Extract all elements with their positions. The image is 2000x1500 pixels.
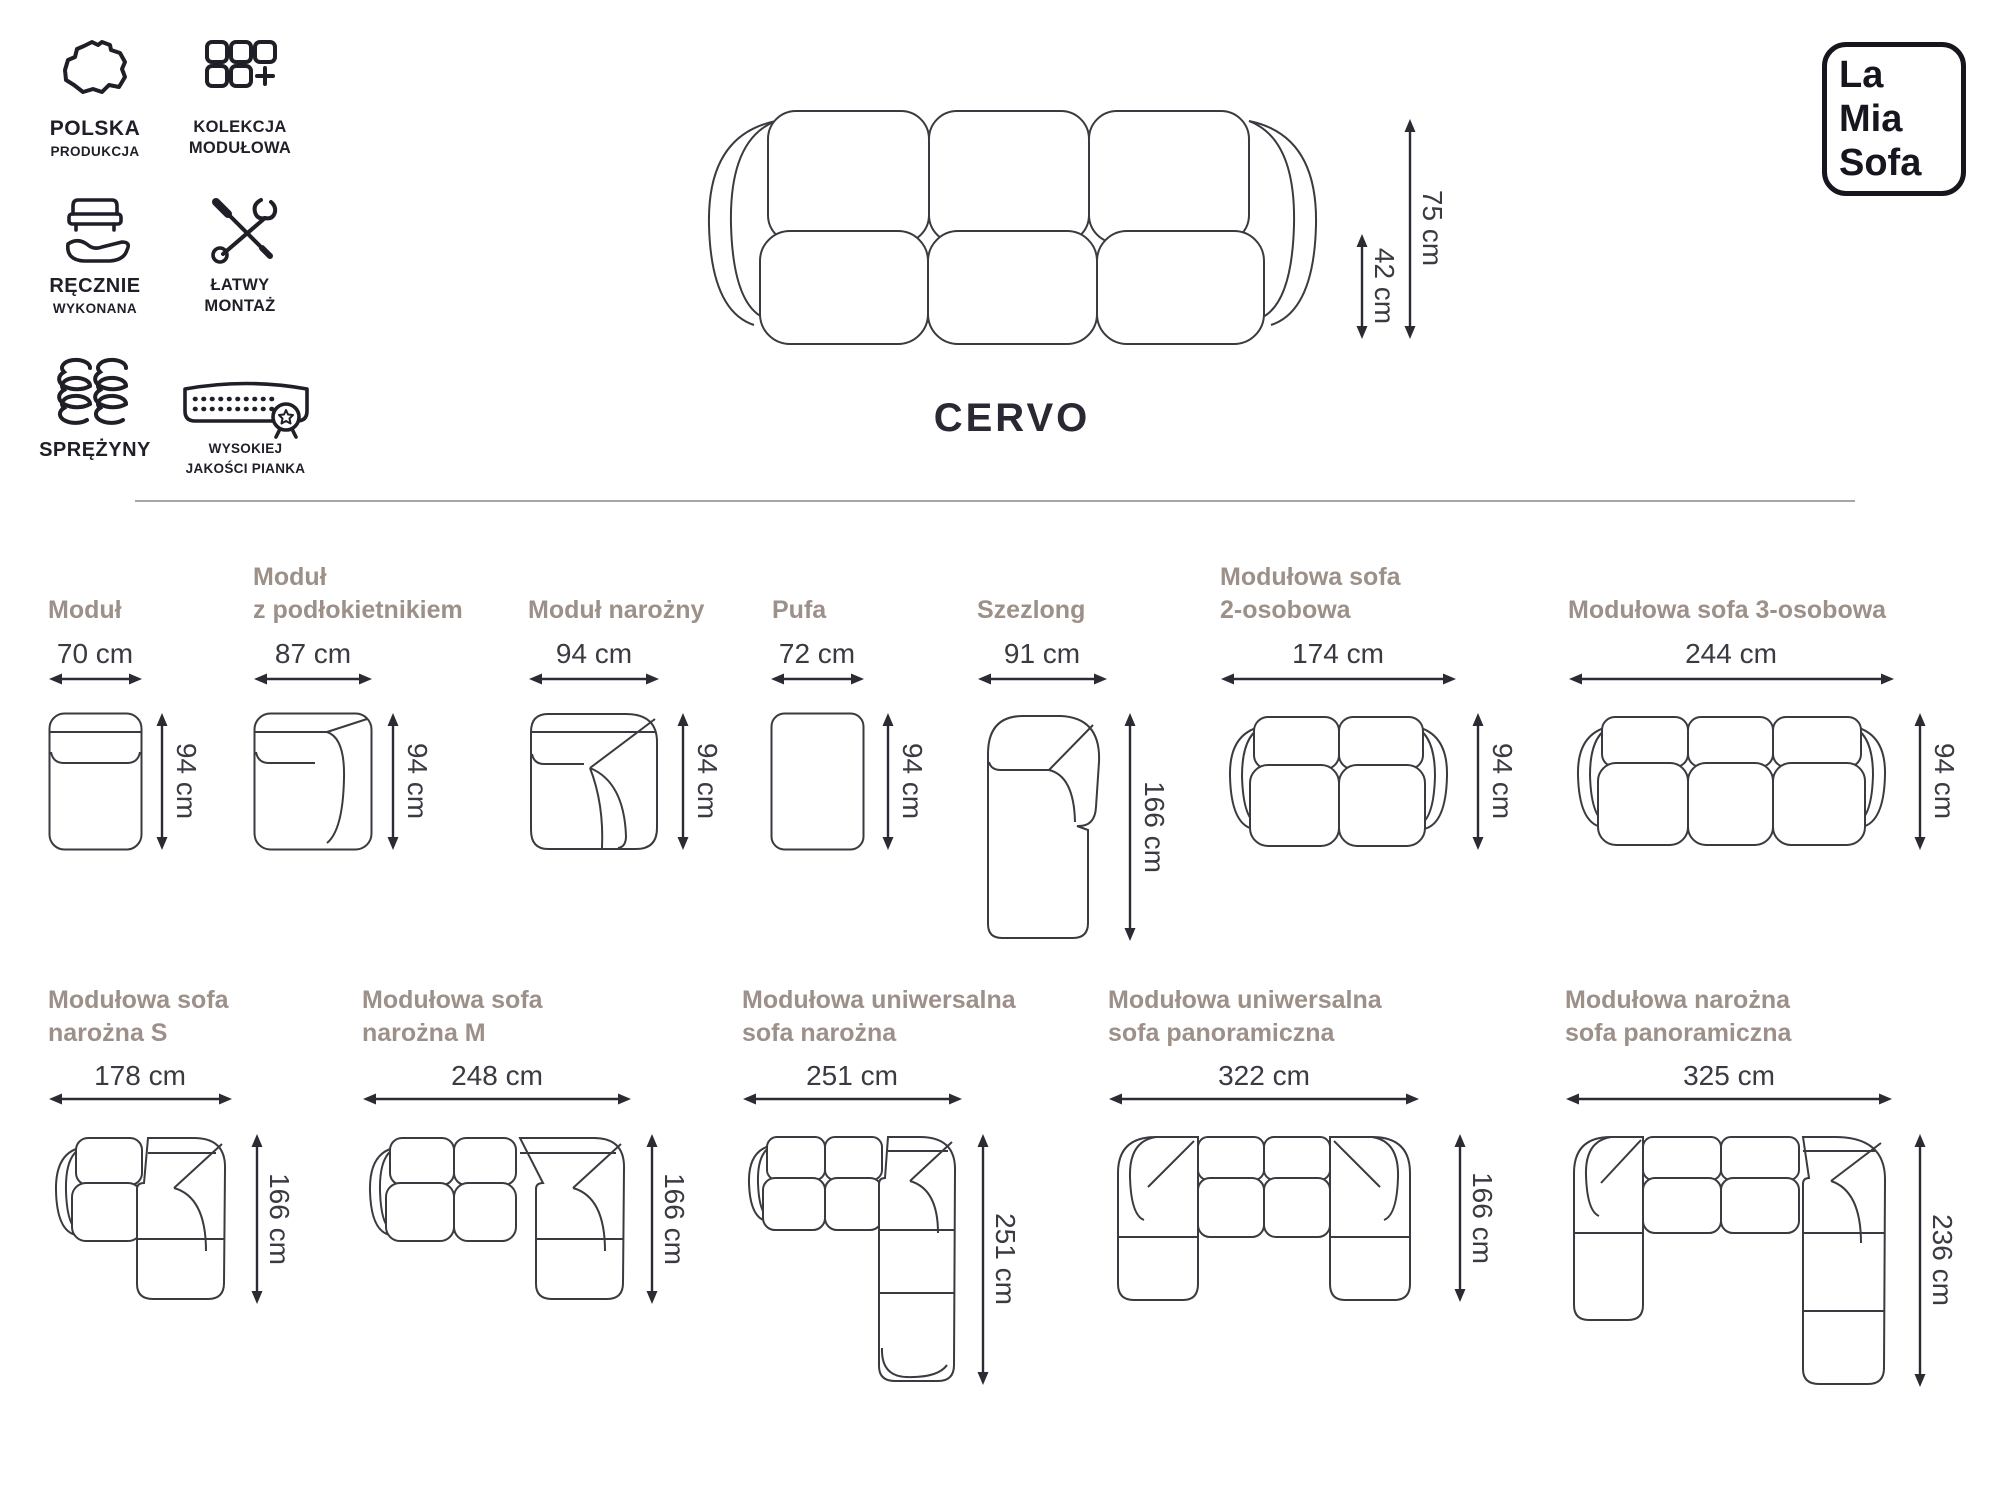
- height-arrow: [1470, 712, 1486, 851]
- height-arrow: [154, 712, 170, 851]
- module-name: Modułowa sofa narożna M: [362, 986, 543, 1047]
- module-name: Moduł narożny: [528, 596, 705, 624]
- width-arrow: [528, 671, 660, 687]
- hero-sofa-drawing: [680, 105, 1345, 350]
- logo-line: Sofa: [1839, 142, 1922, 184]
- width-arrow: [362, 1091, 632, 1107]
- badge-title: SPRĘŻYNY: [39, 439, 151, 461]
- height-arrow: [1122, 712, 1138, 942]
- width-arrow: [48, 1091, 233, 1107]
- module-name: Szezlong: [977, 596, 1086, 624]
- width-dimension: 322 cm: [1218, 1060, 1310, 1091]
- badge-title: KOLEKCJA: [193, 118, 287, 136]
- panoramic-sofa-top-view-drawing: [1108, 1133, 1420, 1303]
- badge-recznie-wykonana: [20, 192, 170, 318]
- width-arrow: [742, 1091, 963, 1107]
- universal-corner-sofa-top-view-drawing: [742, 1133, 963, 1386]
- width-dimension: 91 cm: [1003, 638, 1081, 669]
- width-dimension: 244 cm: [1685, 638, 1777, 669]
- corner-sofa-s-top-view-drawing: [48, 1133, 233, 1305]
- sofa3-top-view-drawing: [1568, 712, 1895, 850]
- width-arrow: [48, 671, 143, 687]
- module-name: Modułowa sofa narożna S: [48, 986, 229, 1047]
- height-dimension: 94 cm: [171, 742, 202, 820]
- height-arrow: [385, 712, 401, 851]
- section-divider: [135, 500, 1855, 502]
- width-dimension: 70 cm: [56, 638, 134, 669]
- chaise-top-view-drawing: [977, 712, 1108, 942]
- badge-subtitle: MONTAŻ: [204, 297, 276, 315]
- width-dimension: 248 cm: [451, 1060, 543, 1091]
- badge-wysokiej-jakosci-pianka: [158, 372, 333, 478]
- badge-polska-produkcja: [20, 36, 170, 161]
- module-name: Modułowa sofa 3-osobowa: [1568, 596, 1887, 624]
- module-name: Modułowa uniwersalna sofa narożna: [742, 986, 1016, 1047]
- badge-subtitle: JAKOŚCI PIANKA: [185, 461, 306, 476]
- height-dimension: 166 cm: [264, 1173, 295, 1265]
- width-arrow: [253, 671, 373, 687]
- height-dimension: 94 cm: [692, 742, 723, 820]
- springs-icon: [56, 358, 134, 432]
- height-dimension: 166 cm: [1139, 781, 1170, 873]
- height-dimension: 236 cm: [1927, 1214, 1958, 1306]
- corner-sofa-m-top-view-drawing: [362, 1133, 632, 1305]
- corner-module-top-view-drawing: [528, 712, 660, 851]
- height-arrow: [880, 712, 896, 851]
- badge-subtitle: MODUŁOWA: [188, 139, 292, 157]
- height-dimension: 94 cm: [402, 742, 433, 820]
- badge-title: ŁATWY: [210, 276, 270, 294]
- width-dimension: 178 cm: [94, 1060, 186, 1091]
- total-height-dimension: 75 cm: [1417, 189, 1448, 267]
- collection-title: CERVO: [933, 396, 1091, 440]
- module-name: Moduł: [48, 596, 122, 624]
- seat-height-dimension: 42 cm: [1369, 247, 1400, 325]
- width-arrow: [1568, 671, 1895, 687]
- badge-sprezyny: [20, 358, 170, 462]
- width-arrow: [1565, 1091, 1893, 1107]
- width-dimension: 174 cm: [1292, 638, 1384, 669]
- height-dimension: 94 cm: [897, 742, 928, 820]
- logo-line: La: [1839, 54, 1884, 96]
- badge-title: WYSOKIEJ: [208, 441, 283, 456]
- width-arrow: [977, 671, 1108, 687]
- sofa2-top-view-drawing: [1220, 712, 1457, 851]
- height-arrow: [1912, 712, 1928, 851]
- module-name: Modułowa uniwersalna sofa panoramiczna: [1108, 986, 1382, 1047]
- width-dimension: 72 cm: [778, 638, 856, 669]
- badge-subtitle: PRODUKCJA: [50, 144, 140, 159]
- height-dimension: 251 cm: [990, 1213, 1021, 1305]
- module-name: Modułowa narożna sofa panoramiczna: [1565, 986, 1792, 1047]
- logo-line: Mia: [1839, 98, 1903, 140]
- badge-latwy-montaz: [165, 192, 315, 317]
- width-dimension: 325 cm: [1683, 1060, 1775, 1091]
- badge-title: POLSKA: [49, 117, 141, 140]
- badge-subtitle: WYKONANA: [52, 301, 138, 316]
- pouf-top-view-drawing: [770, 712, 865, 851]
- handmade-sofa-hand-icon: [56, 192, 134, 268]
- width-dimension: 87 cm: [274, 638, 352, 669]
- corner-panoramic-sofa-top-view-drawing: [1565, 1133, 1893, 1388]
- width-dimension: 251 cm: [806, 1060, 898, 1091]
- tools-icon: [201, 192, 279, 268]
- width-arrow: [1108, 1091, 1420, 1107]
- width-arrow: [1220, 671, 1457, 687]
- width-arrow: [770, 671, 865, 687]
- badge-kolekcja-modulowa: [165, 36, 315, 159]
- module-name: Pufa: [772, 596, 827, 624]
- la-mia-sofa-logo: [1822, 42, 1966, 196]
- width-dimension: 94 cm: [555, 638, 633, 669]
- height-dimension: 94 cm: [1487, 742, 1518, 820]
- module-name: Moduł z podłokietnikiem: [253, 563, 463, 624]
- module-arm-top-view-drawing: [253, 712, 373, 851]
- height-dimension: 94 cm: [1929, 742, 1960, 820]
- foam-quality-icon: [178, 372, 314, 438]
- poland-map-icon: [56, 36, 134, 110]
- badge-title: RĘCZNIE: [49, 275, 141, 297]
- modules-icon: [201, 36, 279, 110]
- height-dimension: 166 cm: [1467, 1172, 1498, 1264]
- height-dimension: 166 cm: [659, 1173, 690, 1265]
- height-arrow: [675, 712, 691, 851]
- module-top-view-drawing: [48, 712, 143, 851]
- module-name: Modułowa sofa 2-osobowa: [1220, 563, 1401, 624]
